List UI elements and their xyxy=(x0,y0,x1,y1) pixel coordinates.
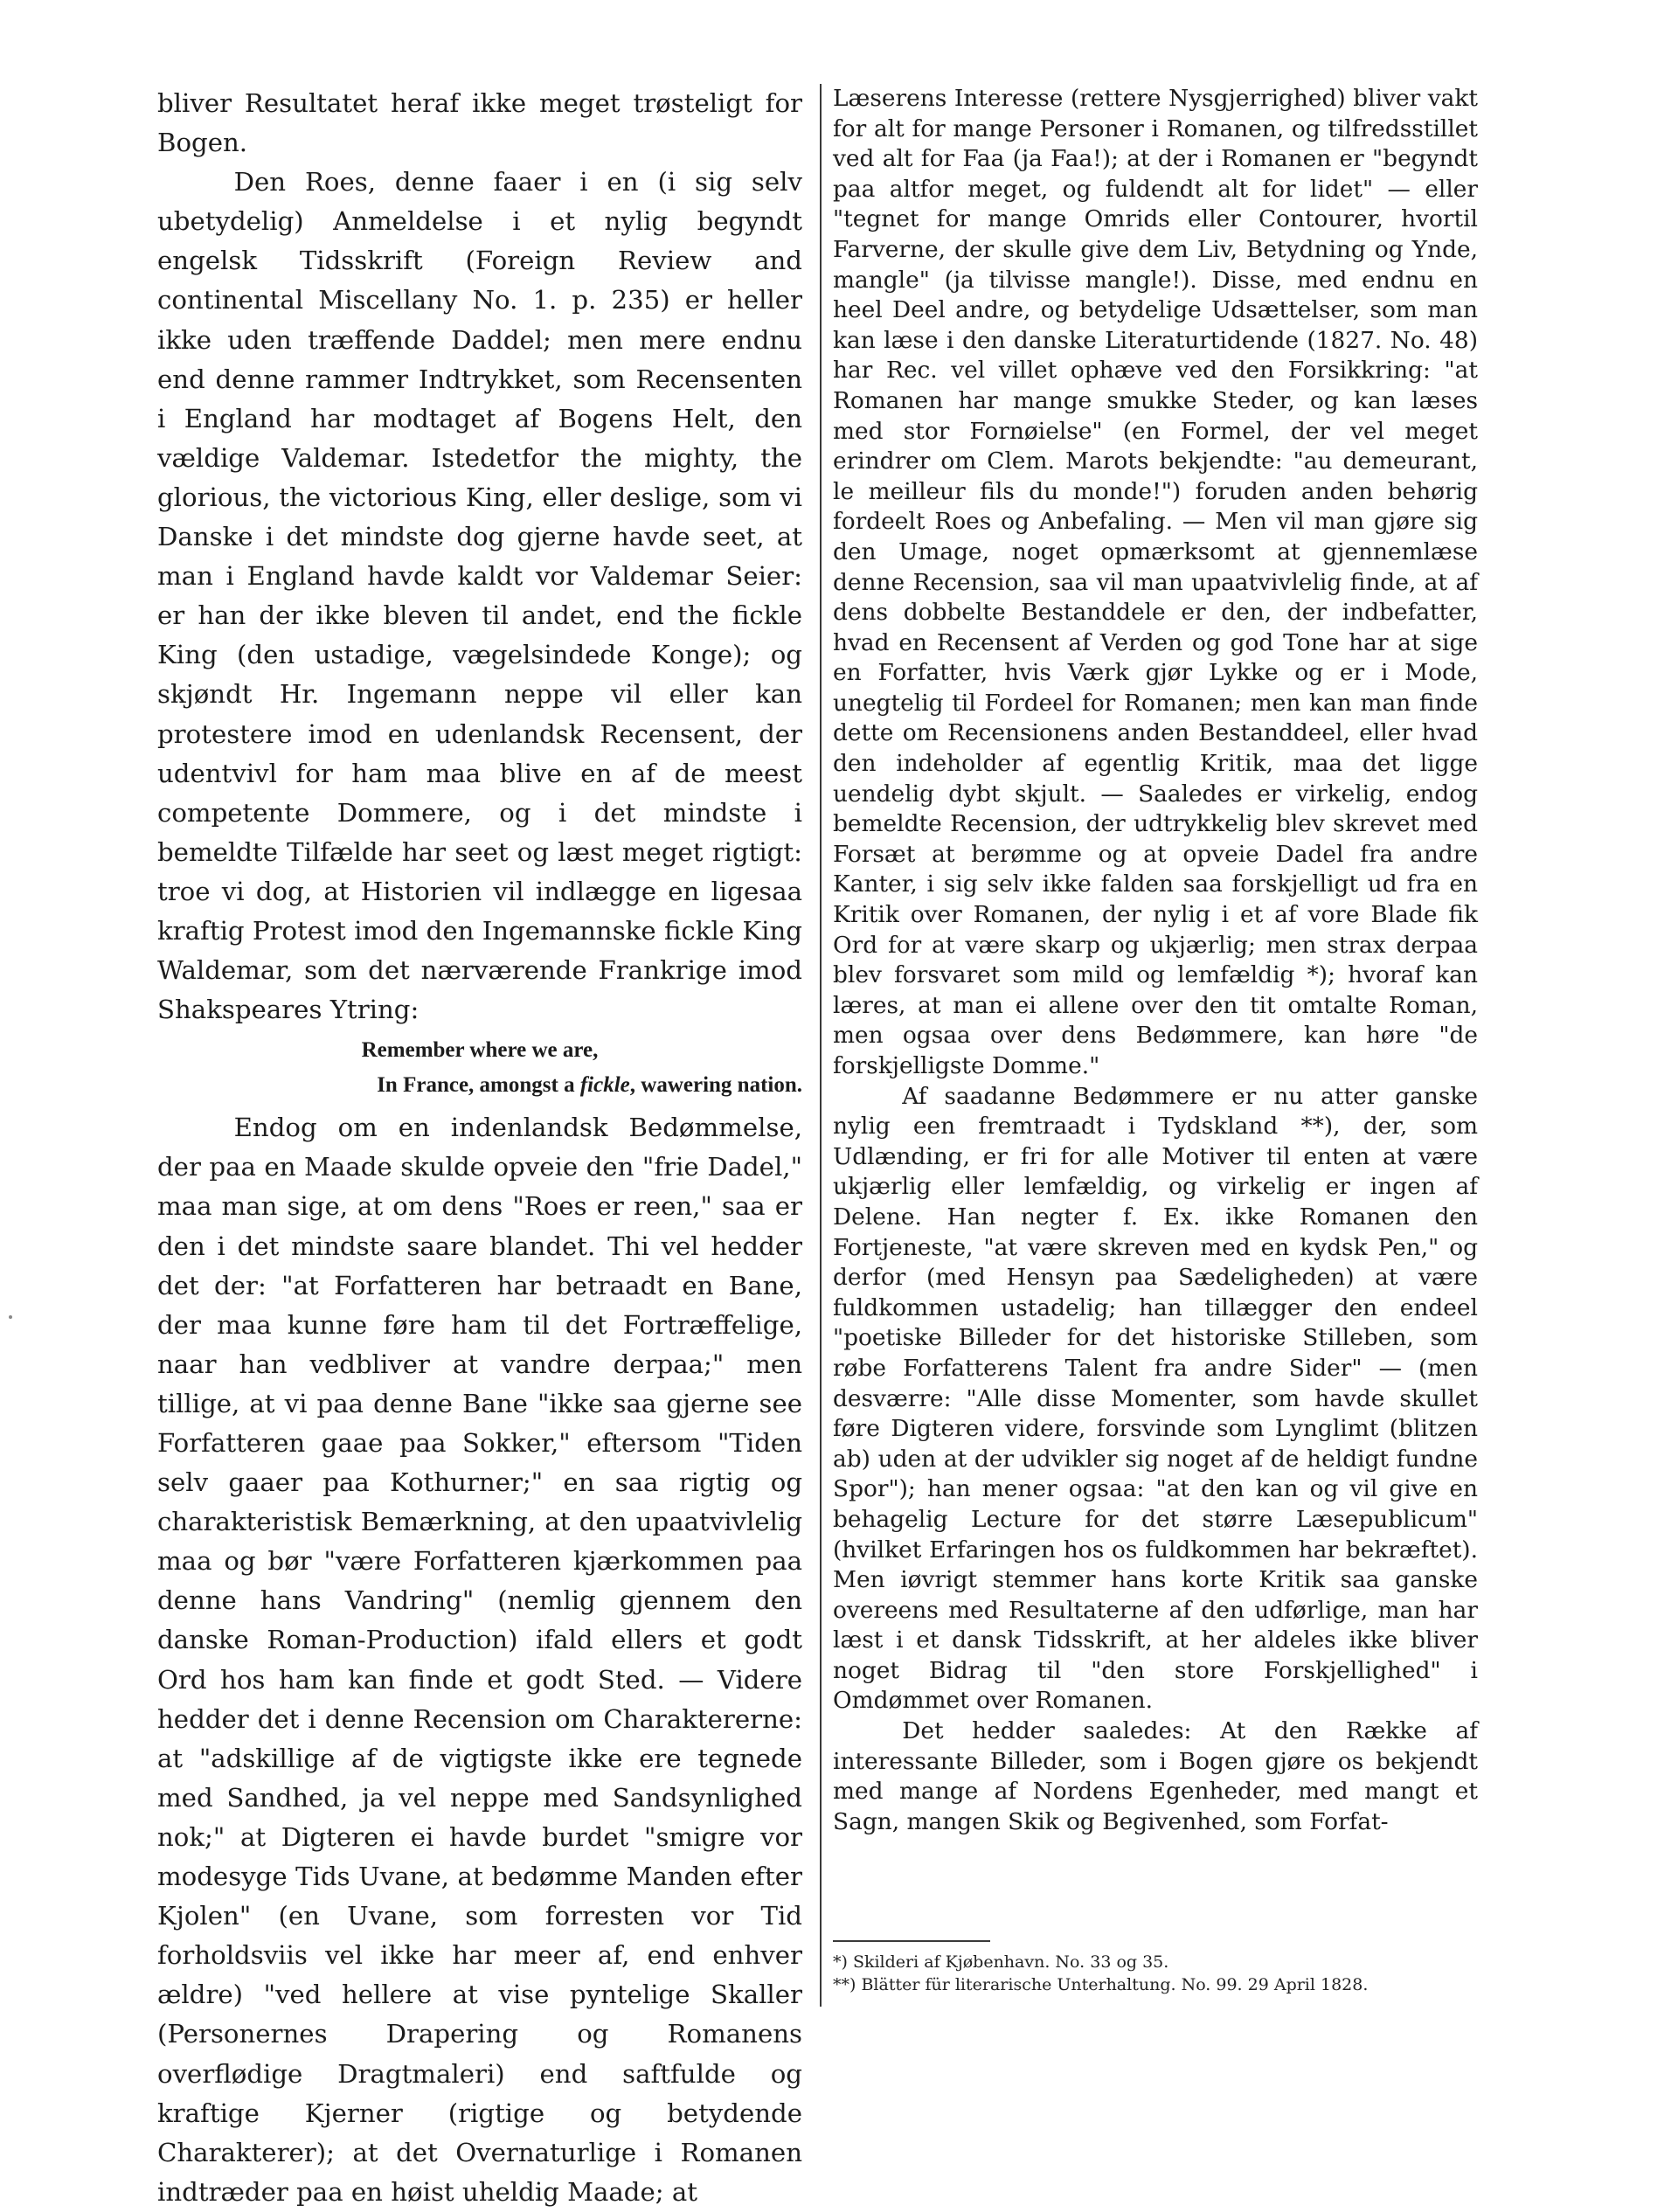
left-column xyxy=(157,84,802,2212)
footnote-1: *) Skilderi af Kjøbenhavn. No. 33 og 35. xyxy=(833,1952,1169,1972)
left-paragraph-3: Endog om en indenlandsk Bedømmelse, der paa en Maade skulde opveie den "frie Dadel," maa man sige, at om dens "Roes er reen," saa er den i det mindste saare blandet. Thi vel hedder det der: "at Forfatteren har betraadt en Bane, der maa kunne føre ham til det Fortræffelige, naar han vedbliver at vandre derpaa;" men tillige, at vi paa denne Bane "ikke saa gjerne see Forfatteren gaae paa Sokker," eftersom "Tiden selv gaaer paa Kothurner;" en saa rigtig og charakteristisk Bemærkning, at den upaatvivlelig maa og bør "være Forfatteren kjærkommen paa denne hans Vandring" (nemlig gjennem den danske Roman-Production) ifald ellers et godt Ord hos ham kan finde et godt Sted. — Videre hedder det i denne Recension om Charaktererne: at "adskillige af de vigtigste ikke ere tegnede med Sandhed, ja vel neppe med Sandsynlighed nok;" at Digteren ei havde burdet "smigre vor modesyge Tids Uvane, at bedømme Manden efter Kjolen" (en Uvane, som forresten vor Tid forholdsviis vel ikke har meer af, end enhver ældre) "ved hellere at vise pyntelige Skaller (Personernes Drapering og Romanens overflødige Dragtmaleri) end saftfulde og kraftige Kjerner (rigtige og betydende Charakterer); at det Overnaturlige i Romanen indtræder paa en høist uheldig Maade; at xyxy=(157,1113,802,2207)
right-column xyxy=(833,84,1478,1837)
quote-line-2-end: , wawering nation. xyxy=(629,1073,802,1098)
quote-line-2 xyxy=(157,1068,802,1103)
quote-emphasis: fickle xyxy=(579,1073,630,1098)
right-paragraph-2: Af saadanne Bedømmere er nu atter ganske nylig een fremtraadt i Tydskland **), der, som Udlænding, er fri for alle Motiver til enten at være ukjærlig eller lemfældig, og virkelig er ingen af Delene. Han negter f. Ex. ikke Romanen den Fortjeneste, "at være skreven med en kydsk Pen," og derfor (med Hensyn paa Sædeligheden) at være fuldkommen ustadelig; han tillægger den endeel "poetiske Billeder for det historiske Stilleben, som røbe Forfatterens Talent fra andre Sider" — (men desværre: "Alle disse Momenter, som havde skullet føre Digteren videre, forsvinde som Lynglimt (blitzen ab) uden at der udvikler sig noget af de heldigt fundne Spor"); han mener ogsaa: "at den kan og vil give en behagelig Lecture for det større Læsepublicum" (hvilket Erfaringen hos os fuldkommen har bekræftet). Men iøvrigt stemmer hans korte Kritik saa ganske overeens med Resultaterne af den udførlige, man har læst i et dansk Tidsskrift, at her aldeles ikke bliver noget Bidrag til "den store Forskjellighed" i Omdømmet over Romanen. xyxy=(833,1082,1478,1715)
shakespeare-quote xyxy=(157,1033,802,1103)
left-paragraph-1: bliver Resultatet heraf ikke meget trøsteligt for Bogen. xyxy=(157,88,802,158)
footnote-2: **) Blätter für literarische Unterhaltung. No. 99. 29 April 1828. xyxy=(833,1975,1369,1994)
left-paragraph-2: Den Roes, denne faaer i en (i sig selv ubetydelig) Anmeldelse i et nylig begyndt engelsk Tidsskrift (Foreign Review and continental Miscellany No. 1. p. 235) er heller ikke uden træffende Daddel; men mere endnu end denne rammer Indtrykket, som Recensenten i England har modtaget af Bogens Helt, den vældige Valdemar. Istedetfor the mighty, the glorious, the victorious King, eller deslige, som vi Danske i det mindste dog gjerne havde seet, at man i England havde kaldt vor Valdemar Seier: er han der ikke bleven til andet, end the fickle King (den ustadige, vægelsindede Konge); og skjøndt Hr. Ingemann neppe vil eller kan protestere imod en udenlandsk Recensent, der udentvivl for ham maa blive en af de meest competente Dommere, og i det mindste i bemeldte Tilfælde har seet og læst meget rigtigt: troe vi dog, at Historien vil indlægge en ligesaa kraftig Protest imod den Ingemannske fickle King Waldemar, som det nærværende Frankrige imod Shakspeares Ytring: xyxy=(157,167,802,1025)
quote-line-1: Remember where we are, xyxy=(361,1038,599,1063)
column-divider xyxy=(820,84,822,2007)
footnote-rule xyxy=(833,1940,990,1942)
margin-speck xyxy=(9,1315,12,1319)
right-paragraph-1: Læserens Interesse (rettere Nysgjerrighed) bliver vakt for alt for mange Personer i Romanen, og tilfredsstillet ved alt for Faa (ja Faa!); at der i Romanen er "begyndt paa altfor meget, og fuldendt alt for lidet" — eller "tegnet for mange Omrids eller Contourer, hvortil Farverne, der skulle give dem Liv, Betydning og Ynde, mangle" (ja tilvisse mangle!). Disse, med endnu en heel Deel andre, og betydelige Udsættelser, som man kan læse i den danske Literaturtidende (1827. No. 48) har Rec. vel villet ophæve ved den Forsikkring: "at Romanen har mange smukke Steder, og kan læses med stor Fornøielse" (en Formel, der vel meget erindrer om Clem. Marots bekjendte: "au demeurant, le meilleur fils du monde!") foruden anden behørig fordeelt Roes og Anbefaling. — Men vil man gjøre sig den Umage, noget opmærksomt at gjennemlæse denne Recension, saa vil man upaatvivlelig finde, at af dens dobbelte Bestanddele er den, der indbefatter, hvad en Recensent af Verden og god Tone har at sige en Forfatter, hvis Værk gjør Lykke og er i Mode, unegtelig til Fordeel for Romanen; men kan man finde dette om Recensionens anden Bestanddeel, eller hvad den indeholder af egentlig Kritik, maa det ligge uendelig dybt skjult. — Saaledes er virkelig, endog bemeldte Recension, der udtrykkelig blev skrevet med Forsæt at berømme og at opveie Dadel fra andre Kanter, i sig selv ikke falden saa forskjelligt ud fra en Kritik over Romanen, der nylig i et af vore Blade fik Ord for at være skarp og ukjærlig; men strax derpaa blev forsvaret som mild og lemfældig *); hvoraf kan læres, at man ei allene over den tit omtalte Roman, men ogsaa over dens Bedømmere, kan høre "de forskjelligste Domme." xyxy=(833,85,1478,1079)
right-paragraph-3: Det hedder saaledes: At den Række af interessante Billeder, som i Bogen gjøre os bekjendt med mange af Nordens Egenheder, med mangt et Sagn, mangen Skik og Begivenhed, som Forfat- xyxy=(833,1717,1478,1835)
quote-line-2-start: In France, amongst a xyxy=(377,1073,580,1098)
footnotes xyxy=(833,1951,1478,1996)
